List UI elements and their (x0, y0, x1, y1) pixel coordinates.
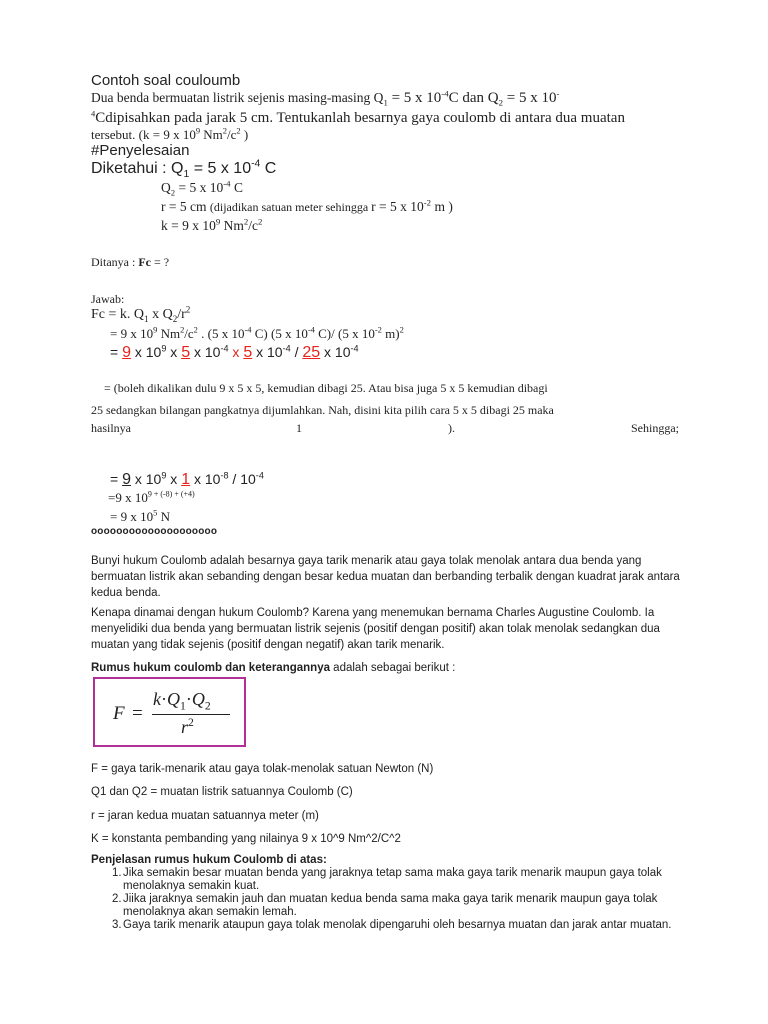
formula-fraction-bar (152, 714, 230, 715)
def-F: F = gaya tarik-menarik atau gaya tolak-menolak satuan Newton (N) (91, 763, 434, 775)
jawab-formula-line: Fc = k. $Q_1$ x $Q_2/r^2$ (91, 304, 191, 324)
bunyi-paragraph: Bunyi hukum Coulomb adalah besarnya gaya tarik menarik atau gaya tolak menolak antara dua benda yang bermuatan listrik akan sebanding dengan besar kedua muatan dan berbanding terbalik dengan kuadrat jarak antara kedua benda. (91, 555, 680, 599)
result-line-1: = 9 x $10^9$ x 1 x $10^{-8} / 10^{-4}$ (110, 470, 264, 488)
formula-numerator: $k\cdot Q_1\cdot Q_2$ (153, 689, 211, 713)
list-item: 1. Jika semakin besar muatan benda yang jaraknya tetap sama maka gaya tarik menarik maupun gaya tolak menolaknya semakin kuat. (112, 867, 662, 892)
ditanya-line: Ditanya : Fc = ? (91, 255, 170, 269)
diketahui-line: Diketahui : $Q_1 = 5$ x $10^{-4}$ C (91, 158, 277, 181)
diketahui-k: k = 9 x $10^9$ $Nm^2/c^2$ (161, 216, 263, 233)
diketahui-q2: $Q_2 = 5$ x $10^{-4}$ C (161, 178, 243, 198)
kenapa-paragraph: Kenapa dinamai dengan hukum Coulomb? Karena yang menemukan bernama Charles Augustine Coulomb. Ia menyelidiki dua benda yang bermuatan listrik sejenis (positif dengan positif) akan tolak menolak sedangkan dua muatan yang tidak sejenis (positif dengan negatif) akan tarik menarik. (91, 607, 660, 651)
explain-line-1: = (boleh dikalikan dulu 9 x 5 x 5, kemudian dibagi 25. Atau bisa juga 5 x 5 kemudian dibagi (104, 381, 548, 395)
separator-zeros: oooooooooooooooooooo (91, 526, 218, 537)
penyelesaian-heading: #Penyelesaian (91, 142, 190, 159)
diketahui-r: r = 5 cm (dijadikan satuan meter sehingga r = 5 x $10^{-2}$ m ) (161, 197, 453, 214)
jawab-substitution-line: = 9 x $10^9$ $Nm^2/c^2$ . (5 x $10^{-4}$ C) (5 x $10^{-4}$ C)/ (5 x $10^{-2}$ m)$^2$ (110, 324, 404, 341)
formula-F: F (113, 703, 125, 724)
rumus-heading: Rumus hukum coulomb dan keterangannya adalah sebagai berikut : (91, 662, 456, 674)
result-line-3: = 9 x $10^5$ N (110, 507, 170, 524)
def-K: K = konstanta pembanding yang nilainya 9 x 10^9 Nm^2/C^2 (91, 833, 401, 845)
explain-line-2: 25 sedangkan bilangan pangkatnya dijumlahkan. Nah, disini kita pilih cara 5 x 5 dibagi 25 maka (91, 403, 554, 417)
formula-denominator: $r^2$ (181, 716, 194, 737)
page-title: Contoh soal couloumb (91, 72, 241, 89)
penjelasan-list (91, 867, 681, 932)
problem-line-3: tersebut. (k = 9 x $10^9$ $Nm^2/c^2$ ) (91, 125, 249, 142)
jawab-label: Jawab: (91, 292, 125, 306)
jawab-simplified-line: = 9 x $10^9$ x 5 x $10^{-4}$ x 5 x $10^{-4} / 25$ x $10^{-4}$ (110, 343, 359, 361)
list-item: 3. Gaya tarik menarik ataupun gaya tolak menolak dipengaruhi oleh besarnya muatan dan jarak antar muatan. (112, 919, 672, 931)
coulomb-formula-box (93, 677, 246, 747)
penjelasan-heading: Penjelasan rumus hukum Coulomb di atas: (91, 854, 327, 866)
problem-line-2: $^4$Cdipisahkan pada jarak 5 cm. Tentukanlah besarnya gaya coulomb di antara dua muatan (91, 108, 625, 126)
def-r: r = jaran kedua muatan satuannya meter (m) (91, 810, 319, 822)
def-Q: Q1 dan Q2 = muatan listrik satuannya Coulomb (C) (91, 786, 353, 798)
problem-line-1: Dua benda bermuatan listrik sejenis masing-masing $Q_1 = 5$ x $10^{-4}C$ dan $Q_2 = 5$ x 10- (91, 88, 560, 108)
result-line-2: =9 x $10^{9 + (-8) + (+4)}$ (108, 489, 195, 505)
list-item: 2. Jiika jaraknya semakin jauh dan muatan kedua benda sama maka gaya tarik menarik maupun gaya tolak menolaknya akan semakin lemah. (112, 893, 658, 918)
formula-equals: = (132, 703, 143, 724)
